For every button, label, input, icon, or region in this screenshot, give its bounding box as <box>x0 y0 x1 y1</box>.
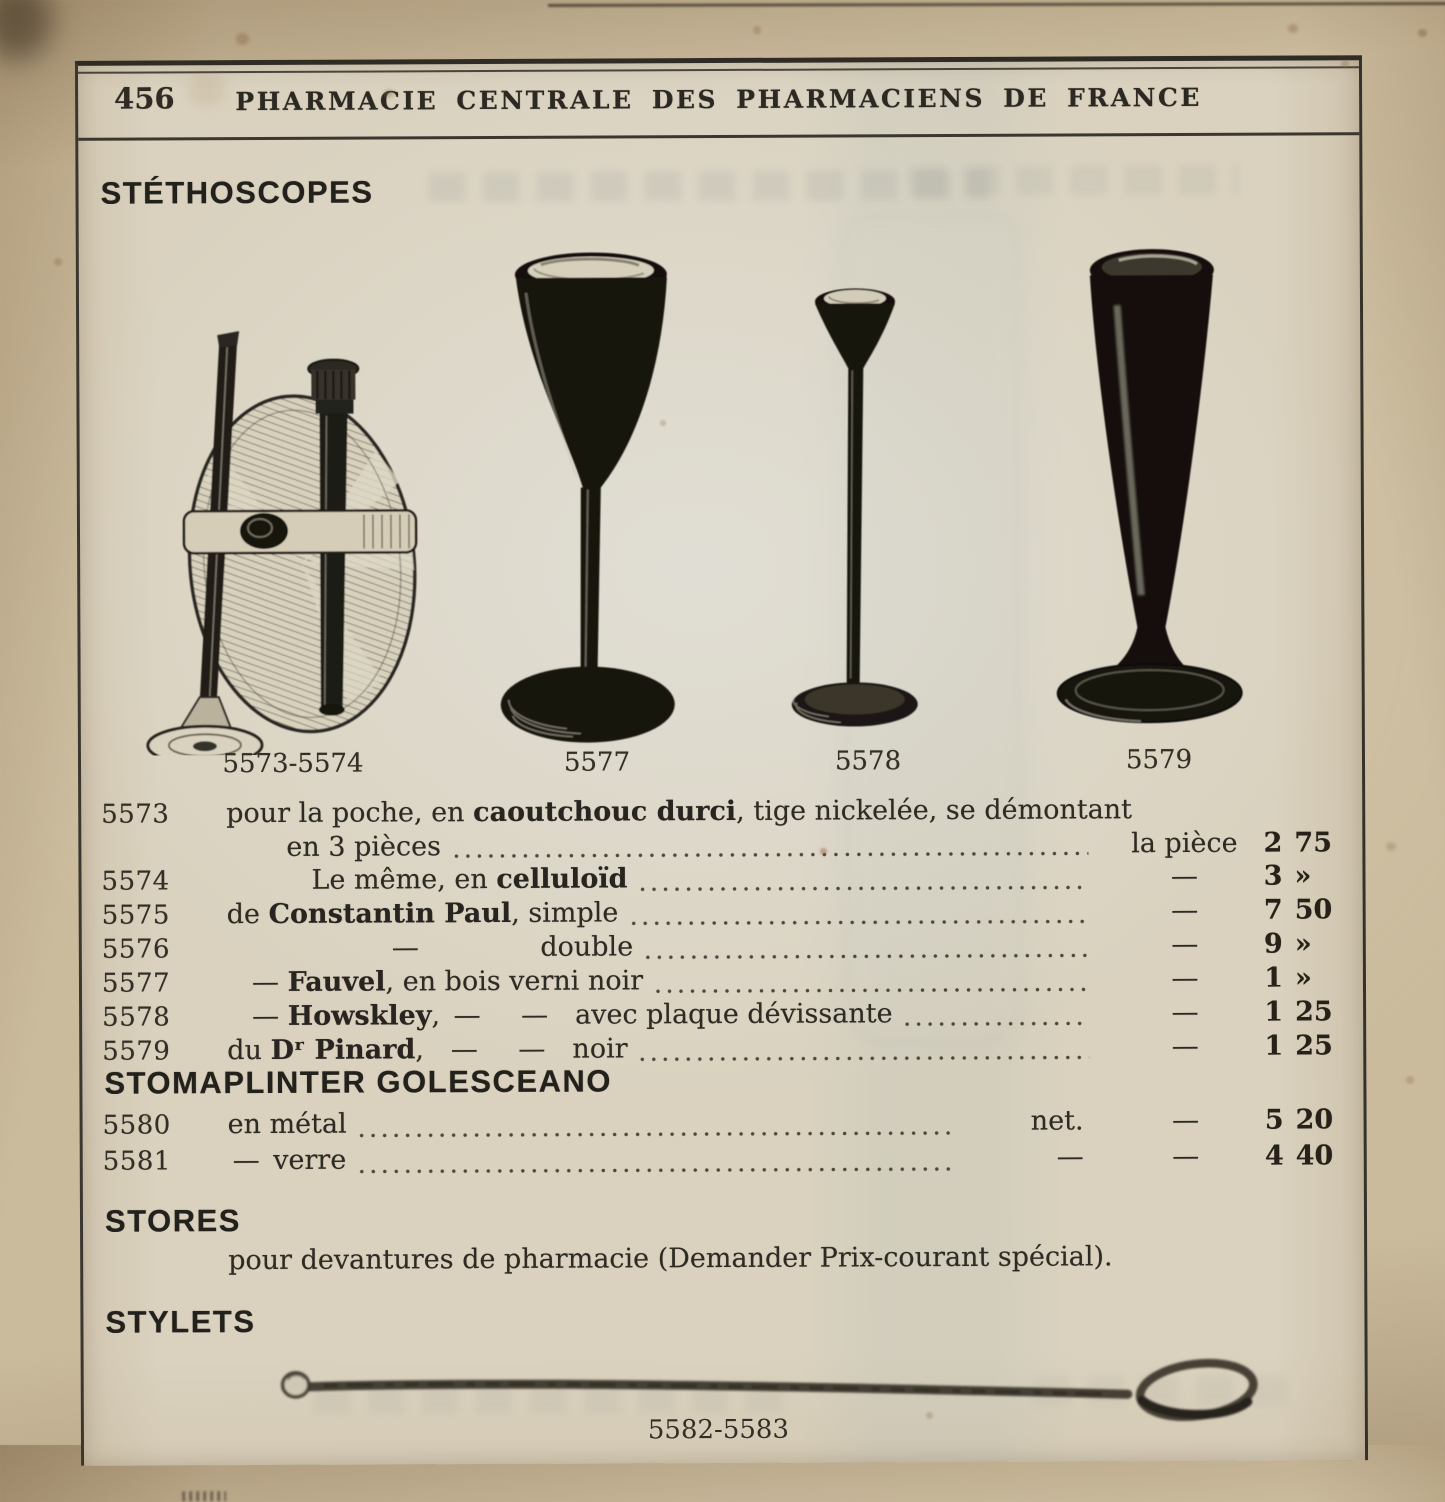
foxing-spot <box>236 33 249 45</box>
description-text: pour la poche, en <box>226 797 474 830</box>
ghost-print <box>428 170 988 202</box>
description-text: Constantin Paul <box>268 897 512 930</box>
price-francs: 3 <box>1263 860 1283 892</box>
dotted-leader <box>630 902 1088 930</box>
dash-label: — <box>1170 860 1199 893</box>
price-francs: 2 <box>1263 827 1283 859</box>
description-text: Le même, en <box>311 863 497 896</box>
description-text: Dʳ Pinard <box>270 1034 416 1066</box>
description-text: — <box>252 1000 288 1033</box>
dash-label: — <box>1171 962 1199 995</box>
ink-smudge <box>182 1491 226 1501</box>
dash-label: — <box>1171 996 1199 1029</box>
item-description <box>227 896 619 931</box>
dotted-leader <box>358 1150 956 1179</box>
dotted-leader <box>905 1004 1090 1031</box>
item-description <box>226 862 627 897</box>
stethoscopes-price-list <box>101 792 1347 1068</box>
price-francs: 1 <box>1264 962 1284 994</box>
price-centimes: » <box>1294 962 1312 994</box>
price-row <box>102 927 1347 966</box>
figure-caption: 5582-5583 <box>647 1414 790 1446</box>
description-text: , tige nickelée, se démontant <box>736 794 1133 827</box>
price-francs: 7 <box>1263 894 1283 926</box>
description-text: — <box>251 966 288 999</box>
price-row <box>102 1029 1347 1068</box>
item-description <box>227 1032 627 1067</box>
section-heading-stylets: STYLETS <box>105 1304 256 1340</box>
price-centimes: 50 <box>1294 894 1333 926</box>
description-text: caoutchouc durci <box>473 795 737 829</box>
price-centimes: » <box>1294 860 1312 892</box>
price-centimes: 40 <box>1295 1140 1334 1172</box>
item-description <box>228 1143 347 1179</box>
price-francs: 5 <box>1264 1104 1284 1136</box>
item-number: 5577 <box>101 968 171 999</box>
price-centimes: 20 <box>1295 1104 1334 1136</box>
header-rule <box>78 132 1359 140</box>
item-number: 5574 <box>101 866 170 897</box>
unit-label: net. <box>1030 1105 1084 1137</box>
price-row <box>101 859 1346 898</box>
foxing-spot <box>54 258 62 266</box>
description-text: Fauvel <box>287 966 386 998</box>
dotted-leader <box>655 970 1089 998</box>
item-number: 5580 <box>102 1110 171 1141</box>
item-description <box>228 1107 347 1143</box>
dotted-leader <box>453 834 1089 863</box>
price-centimes: 25 <box>1295 1030 1333 1062</box>
pocket-stethoscope-figure <box>146 330 429 756</box>
price-francs: 1 <box>1264 1030 1284 1062</box>
dash-label: — <box>1172 1104 1200 1137</box>
item-description <box>227 997 893 1033</box>
section-heading-stethoscopes: STÉTHOSCOPES <box>100 174 374 211</box>
dash-label: la pièce <box>1131 827 1238 860</box>
description-text: , — — avec plaque dévissante <box>431 998 893 1032</box>
foxing-spot <box>1418 29 1427 37</box>
description-text: , en bois verni noir <box>385 965 644 998</box>
unit-label: — <box>1056 1141 1084 1173</box>
adjacent-page-edge <box>548 2 1445 7</box>
dotted-leader <box>359 1114 956 1143</box>
figure-caption: 5579 <box>1125 744 1193 776</box>
foxing-spot <box>1386 842 1396 851</box>
dash-label: — <box>1171 894 1199 927</box>
foxing-spot <box>753 26 761 34</box>
description-text: de <box>226 898 269 931</box>
photo-corner-shadow <box>0 0 52 60</box>
description-text: , simple <box>511 897 619 929</box>
foxing-spot <box>1406 1076 1414 1084</box>
section-heading-stomaplinter: STOMAPLINTER GOLESCEANO <box>104 1063 613 1101</box>
dotted-leader <box>645 936 1089 964</box>
stomaplinter-price-list <box>103 1102 1348 1179</box>
description-text: — double <box>391 931 634 964</box>
item-number: 5575 <box>101 900 170 931</box>
price-francs: 1 <box>1264 996 1284 1028</box>
item-number: 5576 <box>101 934 171 965</box>
price-centimes: 25 <box>1295 996 1333 1028</box>
description-text: , — — noir <box>415 1033 628 1066</box>
price-row <box>103 1138 1348 1179</box>
item-description <box>226 830 441 864</box>
howskley-stethoscope-figure <box>790 288 918 727</box>
description-text: en 3 pièces <box>286 831 442 863</box>
dash-label: — <box>1171 928 1199 961</box>
item-number: 5581 <box>102 1146 171 1177</box>
price-row <box>101 826 1346 864</box>
fauvel-stethoscope-figure <box>499 252 675 743</box>
page-number: 456 <box>114 81 175 116</box>
description-text: — verre <box>232 1144 347 1177</box>
price-row <box>102 893 1347 932</box>
section-heading-stores: STORES <box>104 1203 241 1239</box>
pinard-stethoscope-figure <box>1056 249 1242 723</box>
description-text: celluloïd <box>496 863 628 895</box>
foxing-spot <box>1288 24 1298 33</box>
price-francs: 9 <box>1263 928 1283 960</box>
price-row <box>101 792 1346 831</box>
description-text: Howskley <box>287 1000 432 1032</box>
dotted-leader <box>640 1038 1090 1066</box>
page-frame <box>75 55 1368 1466</box>
dotted-leader <box>639 868 1088 896</box>
item-description <box>227 930 633 965</box>
dash-label: — <box>1172 1140 1200 1173</box>
item-description <box>226 793 1132 830</box>
price-row <box>102 995 1347 1034</box>
price-row <box>103 1102 1348 1143</box>
description-text: du <box>227 1034 271 1067</box>
item-number <box>101 856 226 857</box>
stores-description: pour devantures de pharmacie (Demander Prix-courant spécial). <box>228 1241 1113 1277</box>
description-text: en métal <box>227 1108 347 1141</box>
price-centimes: 75 <box>1294 827 1333 859</box>
price-centimes: » <box>1294 928 1312 960</box>
stethoscope-figures <box>79 234 1356 756</box>
header-title: PHARMACIE CENTRALE DES PHARMACIENS DE FRANCE <box>235 82 1202 117</box>
figure-caption: 5578 <box>834 746 902 777</box>
item-number: 5573 <box>101 799 170 830</box>
figure-caption: 5577 <box>563 747 631 778</box>
price-francs: 4 <box>1264 1140 1284 1172</box>
dash-label: — <box>1171 1030 1199 1063</box>
item-number: 5578 <box>102 1002 171 1033</box>
figure-caption: 5573-5574 <box>222 748 364 780</box>
ghost-print <box>908 165 1238 196</box>
item-description <box>227 964 643 999</box>
price-row <box>102 961 1347 1000</box>
item-number: 5579 <box>102 1036 171 1067</box>
